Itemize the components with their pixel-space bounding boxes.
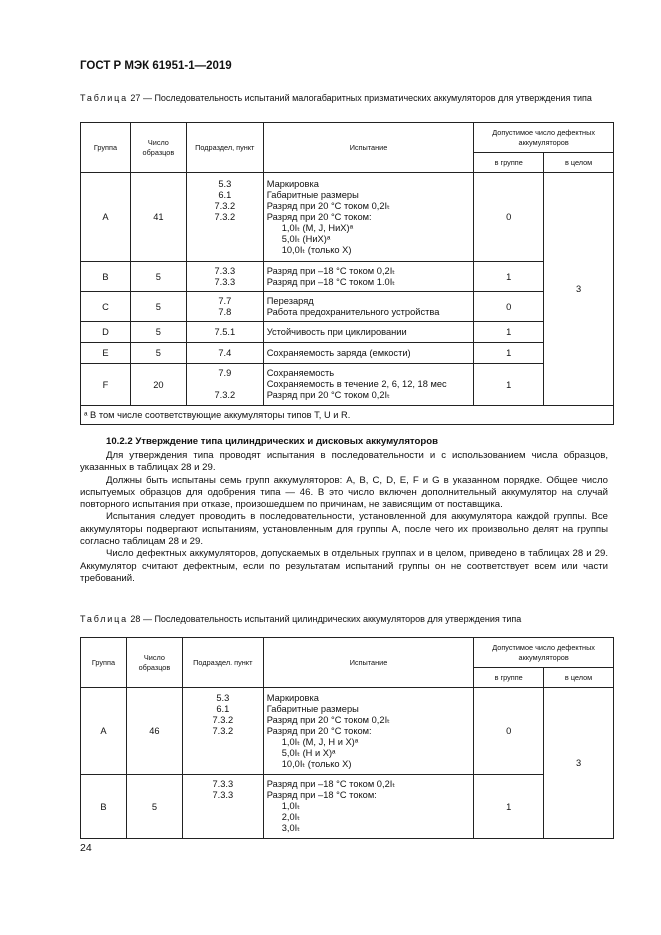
col-header-allowed: Допустимое число дефектных аккумуляторов [474,123,614,153]
test-cell: Сохраняемость заряда (емкости) [263,343,474,364]
samples-cell: 5 [130,343,186,364]
group-cell: D [81,322,131,343]
col-header-group: Группа [81,123,131,173]
defects-in-group-cell: 1 [474,775,544,839]
col-header-subclause: Подраздел. пункт [182,638,263,688]
defects-total-cell: 3 [544,173,614,406]
col-header-allowed: Допустимое число дефектных аккумуляторов [474,638,614,668]
subclause-cell: 7.4 [186,343,263,364]
test-cell: Разряд при –18 °С током 0,2Iₜ Разряд при –18 °С током 1.0Iₜ [263,262,474,292]
col-header-total: в целом [544,668,614,688]
defects-in-group-cell: 1 [474,343,544,364]
section-body [80,450,608,585]
table28-label: Таблица [80,614,128,624]
table27-caption [80,93,608,104]
table-row [81,775,614,839]
table-row [81,688,614,775]
group-cell: E [81,343,131,364]
samples-cell: 5 [130,292,186,322]
group-cell: A [81,688,127,775]
table-row [81,292,614,322]
paragraph: Испытания следует проводить в последовательности, установленной для аккумулятора каждой группы. Все аккумуляторы подвергают испытаниям, установленным для группы A, после чего их произвольно делят на группы согласно таблицам 28 и 29. [80,511,608,548]
paragraph: Для утверждения типа проводят испытания в последовательности и с использованием числа образцов, указанных в таблицах 28 и 29. [80,450,608,474]
samples-cell: 5 [130,262,186,292]
defects-in-group-cell: 0 [474,688,544,775]
col-header-subclause: Подраздел, пункт [186,123,263,173]
table-row [81,262,614,292]
defects-total-cell: 3 [544,688,614,839]
table27-footnote: ᵃ В том числе соответствующие аккумуляторы типов T, U и R. [81,406,614,425]
table28-number: 28 [130,614,141,624]
subclause-cell: 7.3.3 7.3.3 [186,262,263,292]
samples-cell: 41 [130,173,186,262]
col-header-in-group: в группе [474,668,544,688]
test-cell: Разряд при –18 °С током 0,2Iₜ Разряд при –18 °С током: 1,0Iₜ 2,0Iₜ 3,0Iₜ [263,775,473,839]
table28-title: — Последовательность испытаний цилиндрических аккумуляторов для утверждения типа [142,614,522,624]
samples-cell: 46 [126,688,182,775]
group-cell: A [81,173,131,262]
group-cell: F [81,364,131,406]
table-row [81,364,614,406]
page-number: 24 [80,842,92,854]
samples-cell: 5 [126,775,182,839]
defects-in-group-cell: 1 [474,262,544,292]
group-cell: C [81,292,131,322]
test-cell: Сохраняемость Сохраняемость в течение 2, 6, 12, 18 мес Разряд при 20 °С током 0,2Iₜ [263,364,474,406]
table27 [80,122,614,425]
subclause-cell: 7.5.1 [186,322,263,343]
document-header: ГОСТ Р МЭК 61951-1—2019 [80,60,232,72]
col-header-total: в целом [544,153,614,173]
table28 [80,637,614,839]
table27-number: 27 [130,93,141,103]
section-heading: 10.2.2 Утверждение типа цилиндрических и дисковых аккумуляторов [106,436,438,447]
paragraph: Должны быть испытаны семь групп аккумуляторов: A, B, C, D, E, F и G в указанном порядке. Общее число испытуемых образцов для одобрения типа — 46. В это число включен дополнительный аккумулятор на случай повторного испытания при отказе, произошедшем по причинам, не зависящим от поставщика. [80,474,608,511]
subclause-cell: 7.9 7.3.2 [186,364,263,406]
test-cell: Маркировка Габаритные размеры Разряд при 20 °С током 0,2Iₜ Разряд при 20 °С током: 1,0Iₜ (M, J, H и X)ᵃ 5,0Iₜ (H и X)ᵃ 10,0Iₜ (только X) [263,688,473,775]
col-header-samples: Число образцов [126,638,182,688]
table-row [81,173,614,262]
test-cell: Маркировка Габаритные размеры Разряд при 20 °С током 0,2Iₜ Разряд при 20 °С током: 1,0Iₜ (M, J, HиX)ᵃ 5,0Iₜ (HиX)ᵃ 10,0Iₜ (только X) [263,173,474,262]
group-cell: B [81,775,127,839]
defects-in-group-cell: 0 [474,173,544,262]
samples-cell: 20 [130,364,186,406]
test-cell: Перезаряд Работа предохранительного устройства [263,292,474,322]
table-row [81,343,614,364]
subclause-cell: 5.3 6.1 7.3.2 7.3.2 [186,173,263,262]
table27-label: Таблица [80,93,128,103]
test-cell: Устойчивость при циклировании [263,322,474,343]
samples-cell: 5 [130,322,186,343]
defects-in-group-cell: 1 [474,322,544,343]
subclause-cell: 5.3 6.1 7.3.2 7.3.2 [182,688,263,775]
table28-caption [80,614,608,625]
table-row [81,322,614,343]
col-header-in-group: в группе [474,153,544,173]
col-header-test: Испытание [263,638,473,688]
col-header-group: Группа [81,638,127,688]
col-header-test: Испытание [263,123,474,173]
group-cell: B [81,262,131,292]
defects-in-group-cell: 0 [474,292,544,322]
subclause-cell: 7.7 7.8 [186,292,263,322]
subclause-cell: 7.3.3 7.3.3 [182,775,263,839]
defects-in-group-cell: 1 [474,364,544,406]
table27-title: — Последовательность испытаний малогабаритных призматических аккумуляторов для утверждения типа [142,93,592,103]
paragraph: Число дефектных аккумуляторов, допускаемых в отдельных группах и в целом, приведено в таблицах 28 и 29. Аккумулятор считают дефектным, если по результатам испытаний группы он не соответствует всем или части требований. [80,548,608,584]
col-header-samples: Число образцов [130,123,186,173]
